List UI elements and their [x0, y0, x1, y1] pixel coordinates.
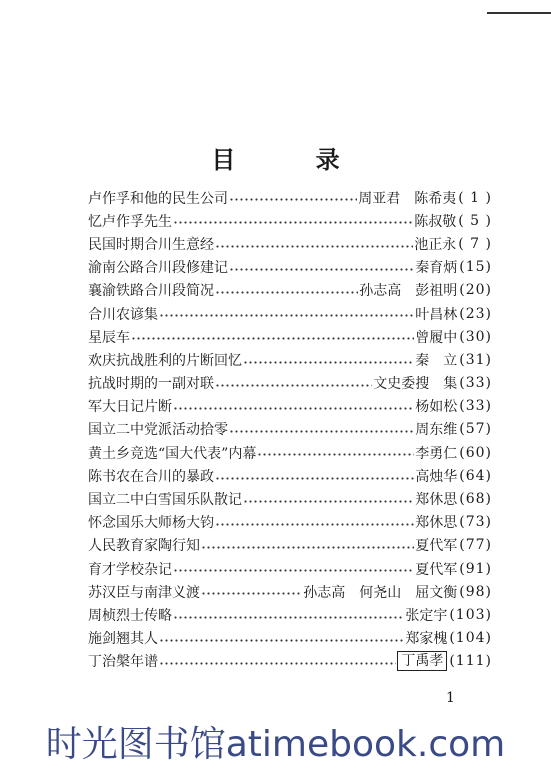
toc-entry-author: 周亚君 陈希夷 [358, 190, 457, 207]
dot-leader [201, 585, 302, 599]
toc-entry-title: 周桢烈士传略 [88, 607, 172, 624]
dot-leader [229, 260, 414, 274]
toc-entry-title: 星辰车 [88, 329, 130, 346]
toc-entry-page: (15) [459, 259, 492, 276]
toc-entry-title: 陈书农在合川的暴政 [88, 468, 214, 485]
toc-entry-title: 襄渝铁路合川段简况 [88, 283, 214, 300]
toc-entry-title: 国立二中白雪国乐队散记 [88, 492, 242, 509]
toc-entry [88, 580, 492, 603]
toc-entry-title: 施剑翘其人 [88, 631, 158, 648]
toc-entry-author: 池正永 [414, 236, 457, 253]
dot-leader [243, 492, 414, 506]
toc-entry-title: 欢庆抗战胜利的片断回忆 [88, 352, 242, 369]
toc-entry-page: ( 1 ) [458, 189, 492, 206]
toc-entry-author: 孙志高 何尧山 屈文衡 [303, 584, 458, 601]
toc-entry [88, 418, 492, 441]
toc-entry-title: 黄土乡竞选“国大代表”内幕 [88, 445, 257, 462]
toc-entry-page: (73) [459, 514, 492, 531]
toc-entry-page: (98) [459, 583, 492, 600]
toc-entry-title: 民国时期合川生意经 [88, 236, 214, 253]
toc-entry-title: 苏汉臣与南津义渡 [88, 584, 200, 601]
toc-entry-page: (104) [449, 630, 492, 647]
dot-leader [215, 515, 414, 529]
toc-entry-title: 卢作孚和他的民生公司 [88, 190, 228, 207]
toc-entry [88, 256, 492, 279]
toc-entry-title: 怀念国乐大师杨大钧 [88, 515, 214, 532]
toc-entry [88, 603, 492, 626]
page-title: 目 录 [211, 146, 376, 174]
dot-leader [229, 191, 357, 205]
dot-leader [159, 307, 414, 321]
toc-entry-title: 人民教育家陶行知 [88, 538, 200, 555]
toc-entry-page: (77) [459, 537, 492, 554]
toc-entry-author: 夏代军 [415, 561, 458, 578]
toc-entry-author: 孙志高 彭祖明 [359, 283, 458, 300]
toc-entry [88, 511, 492, 534]
toc-entry-page: (64) [459, 467, 492, 484]
toc-entry [88, 348, 492, 371]
dot-leader [201, 538, 414, 552]
table-of-contents [88, 186, 492, 673]
toc-entry-author: 曾履中 [415, 329, 458, 346]
toc-entry-author: 夏代军 [415, 538, 458, 555]
toc-entry-title: 忆卢作孚先生 [88, 213, 172, 230]
toc-entry [88, 232, 492, 255]
toc-entry-title: 渝南公路合川段修建记 [88, 260, 228, 277]
dot-leader [215, 469, 414, 483]
toc-entry-author: 张定宇 [405, 607, 448, 624]
dot-leader [257, 446, 414, 460]
toc-entry-page: (31) [459, 351, 492, 368]
toc-entry-title: 军大日记片断 [88, 399, 172, 416]
toc-entry-author: 秦育炳 [415, 260, 458, 277]
toc-entry-page: (30) [459, 328, 492, 345]
page-number: 1 [446, 690, 455, 706]
toc-entry-title: 育才学校杂记 [88, 561, 172, 578]
toc-entry [88, 395, 492, 418]
toc-entry-author: 文史委搜 集 [373, 376, 458, 393]
dot-leader [215, 376, 372, 390]
toc-entry-page: (103) [449, 606, 492, 623]
toc-entry-page: (33) [459, 398, 492, 415]
toc-entry-page: (68) [459, 491, 492, 508]
dot-leader [215, 237, 413, 251]
toc-entry-author: 周东维 [415, 422, 458, 439]
toc-entry [88, 650, 492, 673]
toc-entry [88, 441, 492, 464]
toc-entry-page: (33) [459, 375, 492, 392]
toc-entry-author: 郑休思 [415, 515, 458, 532]
toc-entry [88, 325, 492, 348]
toc-entry-author: 秦 立 [415, 352, 458, 369]
dot-leader [243, 353, 414, 367]
dot-leader [229, 422, 414, 436]
toc-entry-page: (20) [459, 282, 492, 299]
dot-leader [159, 654, 396, 668]
toc-entry-author: 丁禹孝 [397, 651, 447, 671]
dot-leader [173, 608, 404, 622]
watermark-text: 时光图书馆atimebook.com [45, 724, 506, 765]
dot-leader [215, 283, 358, 297]
toc-entry-page: ( 5 ) [458, 212, 492, 229]
toc-entry-author: 叶昌林 [415, 306, 458, 323]
toc-entry-author: 高烛华 [415, 468, 458, 485]
toc-entry-author: 郑休思 [415, 492, 458, 509]
toc-entry-page: (23) [459, 305, 492, 322]
toc-entry [88, 209, 492, 232]
toc-entry-title: 丁治槃年谱 [88, 654, 158, 671]
toc-entry-page: (57) [459, 421, 492, 438]
toc-entry [88, 186, 492, 209]
dot-leader [173, 562, 414, 576]
toc-entry-page: (60) [459, 444, 492, 461]
dot-leader [131, 330, 414, 344]
dot-leader [173, 399, 414, 413]
toc-entry-author: 杨如松 [415, 399, 458, 416]
toc-entry-page: ( 7 ) [458, 235, 492, 252]
toc-entry [88, 279, 492, 302]
toc-entry-title: 抗战时期的一副对联 [88, 376, 214, 393]
toc-entry-author: 郑家槐 [405, 631, 448, 648]
toc-entry-page: (111) [449, 653, 492, 670]
toc-entry [88, 534, 492, 557]
toc-entry [88, 557, 492, 580]
toc-entry [88, 372, 492, 395]
toc-entry [88, 487, 492, 510]
toc-entry [88, 302, 492, 325]
dot-leader [159, 631, 404, 645]
toc-entry-title: 合川农谚集 [88, 306, 158, 323]
top-corner-rule [487, 12, 551, 14]
toc-entry [88, 627, 492, 650]
toc-entry-title: 国立二中党派活动拾零 [88, 422, 228, 439]
dot-leader [173, 214, 413, 228]
toc-entry-page: (91) [459, 560, 492, 577]
toc-entry [88, 464, 492, 487]
toc-entry-author: 李勇仁 [415, 445, 458, 462]
toc-entry-author: 陈叔敬 [414, 213, 457, 230]
